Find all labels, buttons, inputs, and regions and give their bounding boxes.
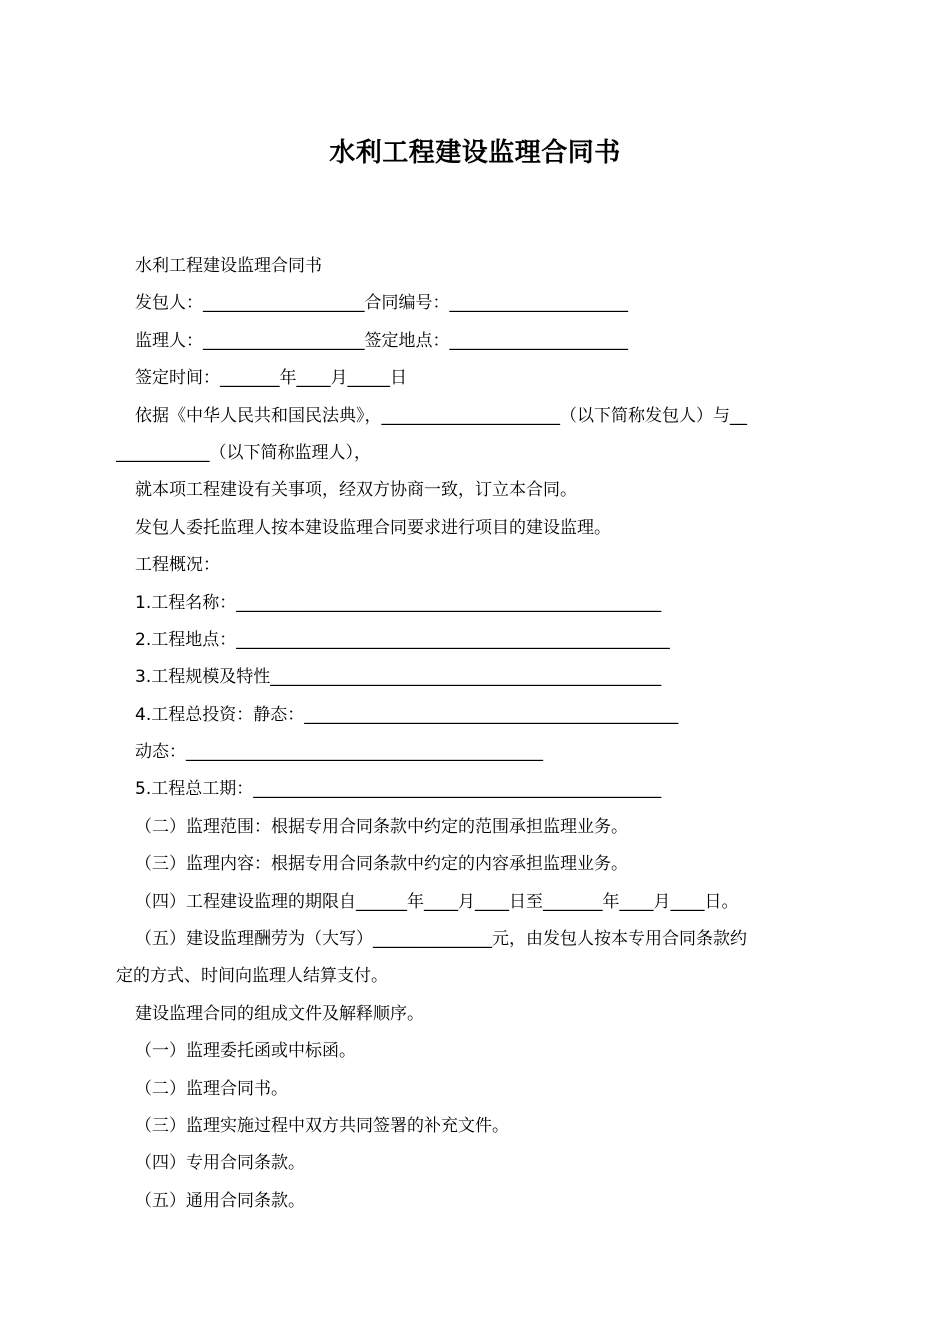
supervision-period-line: （四）工程建设监理的期限自______年____月____日至_______年____月____日。: [135, 891, 739, 912]
agreement-line: 就本项工程建设有关事项，经双方协商一致，订立本合同。: [135, 480, 577, 501]
supervisor-signing-place-line: 监理人：___________________签定地点：_____________________: [135, 330, 628, 351]
contract-document-item-5: （五）通用合同条款。: [135, 1190, 305, 1211]
basis-line: 依据《中华人民共和国民法典》，_____________________（以下简称发包人）与__: [135, 405, 747, 426]
employer-contract-number-line: 发包人：___________________合同编号：_____________________: [135, 293, 628, 314]
document-title: 水利工程建设监理合同书: [329, 138, 621, 168]
document-body: [116, 248, 838, 1220]
contract-document-item-3: （三）监理实施过程中双方共同签署的补充文件。: [135, 1115, 509, 1136]
supervision-fee-line: （五）建设监理酬劳为（大写）______________元，由发包人按本专用合同条款约: [135, 929, 747, 950]
contract-documents-heading: 建设监理合同的组成文件及解释顺序。: [135, 1003, 424, 1024]
project-investment-dynamic-line: 动态：__________________________________________: [135, 742, 543, 763]
contract-document-item-2: （二）监理合同书。: [135, 1078, 288, 1099]
contract-document-item-4: （四）专用合同条款。: [135, 1153, 305, 1174]
supervision-content-line: （三）监理内容：根据专用合同条款中约定的内容承担监理业务。: [135, 854, 628, 875]
contract-document-item-1: （一）监理委托函或中标函。: [135, 1041, 356, 1062]
project-duration-line: 5.工程总工期：________________________________________________: [135, 779, 662, 800]
project-location-line: 2.工程地点：___________________________________________________: [135, 629, 670, 650]
entrustment-line: 发包人委托监理人按本建设监理合同要求进行项目的建设监理。: [135, 517, 611, 538]
project-scale-line: 3.工程规模及特性______________________________________________: [135, 667, 662, 688]
supervision-fee-line-continued: 定的方式、时间向监理人结算支付。: [116, 966, 388, 987]
project-investment-static-line: 4.工程总投资：静态：____________________________________________: [135, 704, 679, 725]
basis-line-continued: ___________（以下简称监理人），: [116, 442, 371, 463]
supervision-scope-line: （二）监理范围：根据专用合同条款中约定的范围承担监理业务。: [135, 816, 628, 837]
project-name-line: 1.工程名称：__________________________________________________: [135, 592, 662, 613]
project-overview-heading: 工程概况：: [135, 555, 220, 576]
signing-date-line: 签定时间：_______年____月_____日: [135, 368, 407, 389]
heading-line: 水利工程建设监理合同书: [135, 256, 322, 276]
